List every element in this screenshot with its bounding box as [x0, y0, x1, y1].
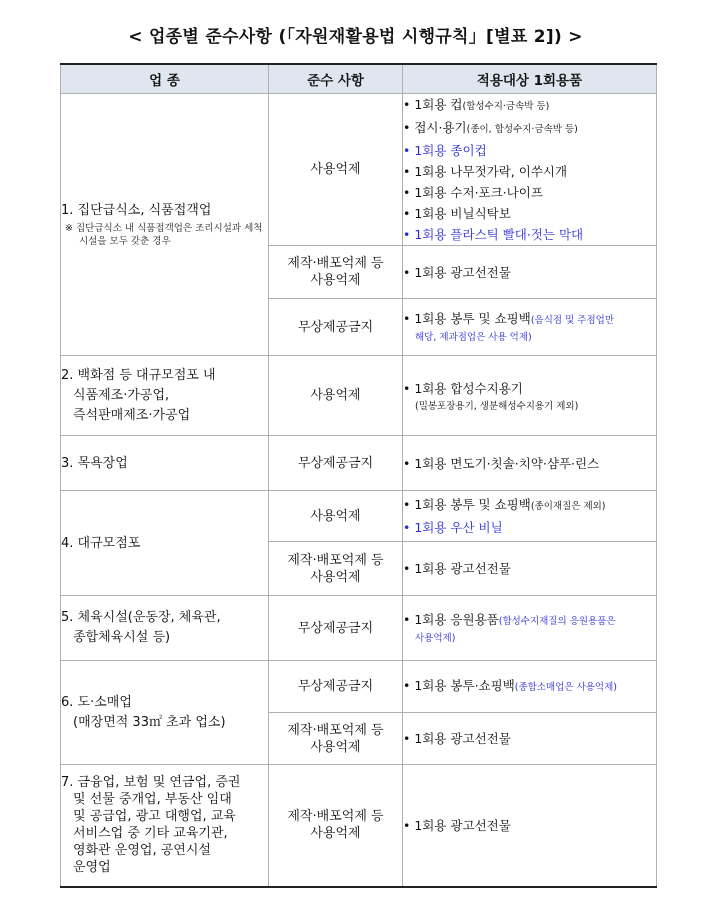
- target-item: • 접시·용기(종이, 합성수지·금속박 등): [403, 120, 578, 135]
- industry-note-line: ※ 집단급식소 내 식품접객업은 조리시설과 세척: [65, 222, 263, 234]
- target-item: • 1회용 광고선전물: [403, 731, 511, 746]
- compliance-cell: 제작·배포억제 등 사용억제: [269, 713, 403, 765]
- industry-label: 5. 체육시설(운동장, 체육관,: [61, 610, 221, 625]
- target-items-cell: [403, 713, 657, 765]
- industry-cell: [61, 436, 269, 491]
- header-row: [61, 64, 657, 94]
- page-title: < 업종별 준수사항 (「자원재활용법 시행규칙」[별표 2]) >: [128, 27, 583, 47]
- target-item: • 1회용 종이컵: [403, 143, 487, 158]
- industry-label: 1. 집단급식소, 식품접객업: [61, 202, 212, 218]
- target-item: • 1회용 나무젓가락, 이쑤시개: [403, 164, 568, 179]
- target-items-cell: [403, 542, 657, 596]
- industry-label: 2. 백화점 등 대규모점포 내: [61, 367, 216, 383]
- table-row: [61, 596, 657, 661]
- target-item: • 1회용 컵(합성수지·금속박 등): [403, 97, 550, 112]
- target-item-note: 사용억제): [415, 633, 456, 644]
- target-items-cell: [403, 436, 657, 491]
- target-item: • 1회용 수저·포크·나이프: [403, 185, 543, 200]
- industry-label: 6. 도·소매업: [61, 694, 132, 710]
- target-item: • 1회용 비닐식탁보: [403, 206, 511, 221]
- table-row: [61, 491, 657, 542]
- table-row: [61, 356, 657, 436]
- compliance-cell: 제작·배포억제 등 사용억제: [269, 765, 403, 887]
- table-row: [61, 661, 657, 713]
- compliance-cell: 무상제공금지: [269, 661, 403, 713]
- target-item: • 1회용 봉투 및 쇼핑백(음식점 및 주점업만: [403, 311, 614, 326]
- header-compliance: 준수 사항: [269, 64, 403, 94]
- industry-cell: [61, 491, 269, 596]
- target-items-cell: [403, 356, 657, 436]
- industry-label: 7. 금융업, 보험 및 연금업, 증권: [61, 775, 241, 791]
- target-item: • 1회용 광고선전물: [403, 561, 511, 576]
- compliance-cell: 무상제공금지: [269, 299, 403, 356]
- industry-cell: [61, 765, 269, 887]
- target-item: • 1회용 응원용품(합성수지재질의 응원용품은: [403, 612, 616, 627]
- target-items-cell: [403, 491, 657, 542]
- target-item-note: 해당, 제과점업은 사용 억제): [415, 332, 532, 343]
- compliance-cell: 제작·배포억제 등 사용억제: [269, 542, 403, 596]
- industry-label: 식품제조·가공업,: [73, 387, 170, 403]
- table-row: [61, 94, 657, 246]
- industry-label: 운영업: [73, 860, 111, 876]
- industry-cell: [61, 356, 269, 436]
- industry-label: 종합체육시설 등): [73, 630, 171, 645]
- compliance-cell: 무상제공금지: [269, 436, 403, 491]
- target-items-cell: [403, 246, 657, 299]
- target-items-cell: [403, 94, 657, 246]
- target-item: • 1회용 광고선전물: [403, 264, 511, 280]
- industry-label: 4. 대규모점포: [61, 535, 141, 551]
- industry-note: [61, 222, 268, 248]
- compliance-cell: 사용억제: [269, 356, 403, 436]
- table-row: [61, 436, 657, 491]
- compliance-table: [60, 63, 657, 888]
- industry-cell: [61, 661, 269, 765]
- target-item: • 1회용 봉투 및 쇼핑백(종이재질은 제외): [403, 497, 606, 512]
- target-item: • 1회용 플라스틱 빨대·젓는 막대: [403, 227, 584, 242]
- compliance-cell: 무상제공금지: [269, 596, 403, 661]
- target-item: • 1회용 합성수지용기: [403, 380, 523, 396]
- target-items-cell: [403, 661, 657, 713]
- target-item: • 1회용 면도기·칫솔·치약·샴푸·린스: [403, 455, 600, 471]
- target-item: • 1회용 우산 비닐: [403, 520, 503, 535]
- target-items-cell: [403, 765, 657, 887]
- compliance-cell: 제작·배포억제 등 사용억제: [269, 246, 403, 299]
- compliance-cell: 사용억제: [269, 491, 403, 542]
- industry-label: 서비스업 중 기타 교육기관,: [73, 826, 228, 842]
- industry-label: 및 선물 중개업, 부동산 임대: [73, 792, 232, 808]
- target-items-cell: [403, 596, 657, 661]
- industry-label: 영화관 운영업, 공연시설: [73, 843, 211, 859]
- target-items-cell: [403, 299, 657, 356]
- industry-label: (매장면적 33㎡ 초과 업소): [73, 714, 226, 730]
- table-row: [61, 765, 657, 887]
- industry-note-line: 시설을 모두 갖춘 경우: [79, 235, 171, 247]
- target-item-note: (밀봉포장용기, 생분해성수지용기 제외): [415, 400, 579, 412]
- industry-cell: [61, 596, 269, 661]
- target-item: • 1회용 봉투·쇼핑백(종합소매업은 사용억제): [403, 678, 617, 693]
- compliance-cell: 사용억제: [269, 94, 403, 246]
- industry-label: 3. 목욕장업: [61, 455, 128, 471]
- industry-label: 및 공급업, 광고 대행업, 교육: [73, 809, 236, 825]
- industry-cell: [61, 94, 269, 356]
- header-target: 적용대상 1회용품: [403, 64, 657, 94]
- target-item: • 1회용 광고선전물: [403, 817, 511, 833]
- header-industry: 업 종: [61, 64, 269, 94]
- industry-label: 즉석판매제조·가공업: [73, 407, 191, 423]
